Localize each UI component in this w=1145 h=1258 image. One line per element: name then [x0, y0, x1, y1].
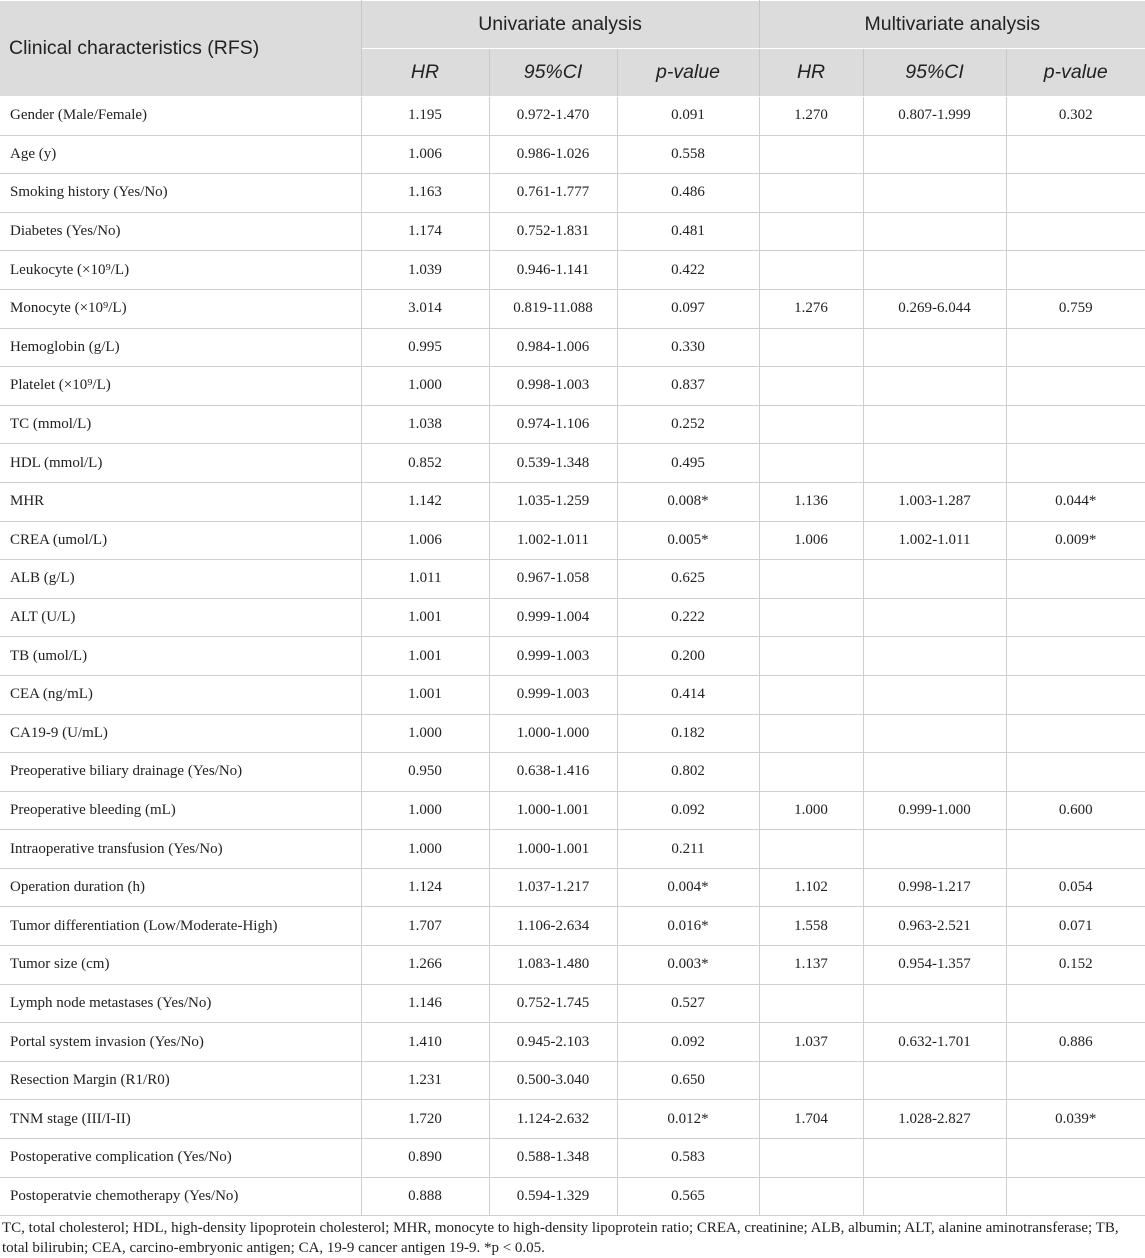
table-row: [0, 984, 1145, 1023]
cell-multi-ci: [863, 212, 1006, 251]
cell-uni-hr: 0.890: [361, 1139, 489, 1178]
table-row: [0, 560, 1145, 599]
cell-multi-ci: [863, 714, 1006, 753]
cell-uni-hr: 1.231: [361, 1061, 489, 1100]
table-row: [0, 598, 1145, 637]
cell-uni-pvalue: 0.200: [617, 637, 759, 676]
row-label: TB (umol/L): [0, 637, 361, 676]
cell-multi-hr: 1.102: [759, 868, 863, 907]
cell-uni-ci: 0.974-1.106: [489, 405, 617, 444]
cell-multi-pvalue: [1006, 212, 1145, 251]
cell-multi-pvalue: [1006, 1139, 1145, 1178]
header-univariate-analysis: Univariate analysis: [361, 1, 759, 49]
table-row: [0, 907, 1145, 946]
row-label: Hemoglobin (g/L): [0, 328, 361, 367]
cell-uni-pvalue: 0.016*: [617, 907, 759, 946]
cell-uni-pvalue: 0.092: [617, 791, 759, 830]
cell-uni-ci: 0.500-3.040: [489, 1061, 617, 1100]
row-label: ALB (g/L): [0, 560, 361, 599]
cell-multi-hr: [759, 1061, 863, 1100]
row-label: Preoperative bleeding (mL): [0, 791, 361, 830]
cell-multi-pvalue: [1006, 753, 1145, 792]
cell-uni-pvalue: 0.583: [617, 1139, 759, 1178]
cell-multi-pvalue: 0.054: [1006, 868, 1145, 907]
cell-uni-ci: 0.999-1.003: [489, 675, 617, 714]
row-label: Monocyte (×10⁹/L): [0, 289, 361, 328]
table-row: [0, 482, 1145, 521]
cell-uni-ci: 0.761-1.777: [489, 174, 617, 213]
cell-multi-hr: 1.000: [759, 791, 863, 830]
cell-uni-ci: 1.035-1.259: [489, 482, 617, 521]
cell-uni-hr: 0.995: [361, 328, 489, 367]
table-row: [0, 135, 1145, 174]
cell-multi-hr: 1.276: [759, 289, 863, 328]
table-row: [0, 1177, 1145, 1216]
row-label: Gender (Male/Female): [0, 97, 361, 136]
cell-multi-ci: [863, 560, 1006, 599]
table-row: [0, 1061, 1145, 1100]
cell-multi-pvalue: 0.759: [1006, 289, 1145, 328]
cell-uni-pvalue: 0.211: [617, 830, 759, 869]
cell-multi-pvalue: [1006, 135, 1145, 174]
cell-uni-ci: 1.037-1.217: [489, 868, 617, 907]
cell-multi-ci: [863, 753, 1006, 792]
table-row: [0, 830, 1145, 869]
header-multi-ci: 95%CI: [863, 49, 1006, 97]
cell-uni-ci: 1.000-1.001: [489, 791, 617, 830]
cell-uni-hr: 1.001: [361, 637, 489, 676]
row-label: Lymph node metastases (Yes/No): [0, 984, 361, 1023]
cell-multi-hr: [759, 984, 863, 1023]
cell-multi-ci: [863, 174, 1006, 213]
row-label: Intraoperative transfusion (Yes/No): [0, 830, 361, 869]
cell-uni-ci: 0.819-11.088: [489, 289, 617, 328]
table-row: [0, 367, 1145, 406]
cell-uni-hr: 1.720: [361, 1100, 489, 1139]
cell-multi-ci: [863, 135, 1006, 174]
cell-multi-pvalue: [1006, 598, 1145, 637]
cell-multi-pvalue: [1006, 251, 1145, 290]
header-row-groups: [0, 1, 1145, 49]
cell-multi-ci: [863, 1139, 1006, 1178]
table-header: [0, 1, 1145, 97]
cell-multi-pvalue: [1006, 637, 1145, 676]
row-label: Postoperatvie chemotherapy (Yes/No): [0, 1177, 361, 1216]
cell-multi-ci: 0.954-1.357: [863, 946, 1006, 985]
cell-uni-ci: 0.967-1.058: [489, 560, 617, 599]
cell-multi-hr: [759, 714, 863, 753]
table-row: [0, 405, 1145, 444]
row-label: TNM stage (III/I-II): [0, 1100, 361, 1139]
cell-uni-hr: 1.039: [361, 251, 489, 290]
table-row: [0, 328, 1145, 367]
cell-uni-pvalue: 0.182: [617, 714, 759, 753]
cell-uni-ci: 0.999-1.004: [489, 598, 617, 637]
cell-uni-pvalue: 0.625: [617, 560, 759, 599]
row-label: ALT (U/L): [0, 598, 361, 637]
cell-uni-pvalue: 0.252: [617, 405, 759, 444]
cell-multi-ci: 0.807-1.999: [863, 97, 1006, 136]
row-label: HDL (mmol/L): [0, 444, 361, 483]
cell-uni-hr: 1.142: [361, 482, 489, 521]
table-row: [0, 791, 1145, 830]
cell-uni-ci: 0.588-1.348: [489, 1139, 617, 1178]
row-label: CA19-9 (U/mL): [0, 714, 361, 753]
cell-uni-ci: 0.946-1.141: [489, 251, 617, 290]
cell-multi-hr: [759, 212, 863, 251]
cell-multi-ci: [863, 367, 1006, 406]
table-row: [0, 289, 1145, 328]
cell-multi-ci: [863, 1061, 1006, 1100]
cell-multi-ci: 0.999-1.000: [863, 791, 1006, 830]
cell-multi-pvalue: 0.600: [1006, 791, 1145, 830]
row-label: Age (y): [0, 135, 361, 174]
cell-multi-ci: [863, 598, 1006, 637]
table-row: [0, 637, 1145, 676]
cell-multi-hr: [759, 328, 863, 367]
row-label: TC (mmol/L): [0, 405, 361, 444]
cell-uni-ci: 0.594-1.329: [489, 1177, 617, 1216]
cell-uni-pvalue: 0.414: [617, 675, 759, 714]
cell-multi-ci: [863, 1177, 1006, 1216]
table-row: [0, 251, 1145, 290]
cell-uni-pvalue: 0.802: [617, 753, 759, 792]
cell-multi-ci: 0.269-6.044: [863, 289, 1006, 328]
cell-multi-pvalue: [1006, 984, 1145, 1023]
cell-uni-ci: 1.106-2.634: [489, 907, 617, 946]
cell-uni-hr: 1.038: [361, 405, 489, 444]
header-uni-ci: 95%CI: [489, 49, 617, 97]
cell-uni-ci: 0.752-1.745: [489, 984, 617, 1023]
header-uni-pvalue: p-value: [617, 49, 759, 97]
cell-uni-hr: 1.266: [361, 946, 489, 985]
table-row: [0, 97, 1145, 136]
cell-multi-ci: [863, 251, 1006, 290]
cell-uni-pvalue: 0.495: [617, 444, 759, 483]
cell-multi-hr: [759, 444, 863, 483]
cell-multi-hr: [759, 598, 863, 637]
cell-uni-ci: 0.986-1.026: [489, 135, 617, 174]
cell-uni-hr: 1.000: [361, 791, 489, 830]
table-body: [0, 97, 1145, 1216]
cell-uni-pvalue: 0.330: [617, 328, 759, 367]
header-uni-hr: HR: [361, 49, 489, 97]
cell-multi-hr: [759, 405, 863, 444]
cell-multi-ci: [863, 405, 1006, 444]
cell-multi-pvalue: [1006, 1061, 1145, 1100]
cell-multi-pvalue: [1006, 405, 1145, 444]
cell-multi-pvalue: [1006, 444, 1145, 483]
cell-multi-hr: [759, 753, 863, 792]
cell-multi-pvalue: 0.009*: [1006, 521, 1145, 560]
cell-multi-pvalue: 0.886: [1006, 1023, 1145, 1062]
cell-uni-hr: 1.011: [361, 560, 489, 599]
cell-uni-pvalue: 0.422: [617, 251, 759, 290]
table-row: [0, 1139, 1145, 1178]
cell-multi-pvalue: [1006, 560, 1145, 599]
cell-multi-pvalue: 0.071: [1006, 907, 1145, 946]
cell-uni-pvalue: 0.565: [617, 1177, 759, 1216]
cell-uni-pvalue: 0.527: [617, 984, 759, 1023]
cell-uni-ci: 0.999-1.003: [489, 637, 617, 676]
cell-multi-pvalue: [1006, 714, 1145, 753]
cell-uni-hr: 1.707: [361, 907, 489, 946]
cell-uni-hr: 1.000: [361, 830, 489, 869]
cell-uni-ci: 1.002-1.011: [489, 521, 617, 560]
cell-multi-ci: 0.963-2.521: [863, 907, 1006, 946]
table-row: [0, 521, 1145, 560]
cell-multi-ci: 1.003-1.287: [863, 482, 1006, 521]
cell-multi-ci: [863, 444, 1006, 483]
cell-uni-ci: 1.124-2.632: [489, 1100, 617, 1139]
cell-uni-pvalue: 0.004*: [617, 868, 759, 907]
row-label: Operation duration (h): [0, 868, 361, 907]
cell-uni-hr: 1.410: [361, 1023, 489, 1062]
row-label: CEA (ng/mL): [0, 675, 361, 714]
cell-uni-hr: 0.852: [361, 444, 489, 483]
cell-multi-ci: [863, 328, 1006, 367]
row-label: Portal system invasion (Yes/No): [0, 1023, 361, 1062]
cell-multi-pvalue: [1006, 830, 1145, 869]
cell-multi-ci: [863, 830, 1006, 869]
cell-uni-hr: 1.006: [361, 135, 489, 174]
cell-uni-pvalue: 0.486: [617, 174, 759, 213]
cell-uni-pvalue: 0.005*: [617, 521, 759, 560]
row-label: Postoperative complication (Yes/No): [0, 1139, 361, 1178]
table-row: [0, 675, 1145, 714]
cell-uni-pvalue: 0.092: [617, 1023, 759, 1062]
cell-uni-hr: 3.014: [361, 289, 489, 328]
cell-multi-ci: 0.998-1.217: [863, 868, 1006, 907]
cell-uni-pvalue: 0.012*: [617, 1100, 759, 1139]
row-label: MHR: [0, 482, 361, 521]
table-row: [0, 946, 1145, 985]
cell-multi-hr: 1.270: [759, 97, 863, 136]
cell-uni-hr: 1.174: [361, 212, 489, 251]
row-label: CREA (umol/L): [0, 521, 361, 560]
header-multi-hr: HR: [759, 49, 863, 97]
cell-multi-pvalue: 0.044*: [1006, 482, 1145, 521]
cell-multi-ci: 0.632-1.701: [863, 1023, 1006, 1062]
cell-uni-pvalue: 0.837: [617, 367, 759, 406]
table-footnote: TC, total cholesterol; HDL, high-density lipoprotein cholesterol; MHR, monocyte to high-density lipoprotein ratio; CREA, creatinine; ALB, albumin; ALT, alanine aminotransferase; TB, total bilirubin; CEA, carcino-embryonic antigen; CA, 19-9 cancer antigen 19-9. *p < 0.05.: [2, 1220, 1119, 1256]
header-multivariate-analysis: Multivariate analysis: [759, 1, 1145, 49]
cell-multi-hr: 1.006: [759, 521, 863, 560]
table-row: [0, 714, 1145, 753]
cell-multi-hr: 1.558: [759, 907, 863, 946]
cell-uni-hr: 1.124: [361, 868, 489, 907]
header-multi-pvalue: p-value: [1006, 49, 1145, 97]
cell-multi-hr: 1.037: [759, 1023, 863, 1062]
cell-multi-hr: [759, 1139, 863, 1178]
cell-uni-hr: 1.000: [361, 367, 489, 406]
cell-multi-hr: [759, 251, 863, 290]
cell-multi-hr: [759, 560, 863, 599]
cell-multi-hr: [759, 174, 863, 213]
cell-uni-ci: 0.945-2.103: [489, 1023, 617, 1062]
cell-multi-hr: [759, 135, 863, 174]
cell-uni-hr: 1.006: [361, 521, 489, 560]
cell-uni-ci: 1.083-1.480: [489, 946, 617, 985]
cell-multi-hr: [759, 637, 863, 676]
table-row: [0, 868, 1145, 907]
row-label: Platelet (×10⁹/L): [0, 367, 361, 406]
cell-multi-hr: [759, 830, 863, 869]
cell-multi-hr: [759, 1177, 863, 1216]
cell-uni-hr: 1.163: [361, 174, 489, 213]
cell-multi-ci: 1.028-2.827: [863, 1100, 1006, 1139]
cell-uni-ci: 0.638-1.416: [489, 753, 617, 792]
cell-uni-pvalue: 0.091: [617, 97, 759, 136]
cell-multi-hr: 1.137: [759, 946, 863, 985]
cell-uni-pvalue: 0.481: [617, 212, 759, 251]
row-label: Resection Margin (R1/R0): [0, 1061, 361, 1100]
cell-multi-ci: 1.002-1.011: [863, 521, 1006, 560]
cell-multi-pvalue: 0.302: [1006, 97, 1145, 136]
cell-uni-hr: 1.146: [361, 984, 489, 1023]
row-label: Smoking history (Yes/No): [0, 174, 361, 213]
table-row: [0, 1100, 1145, 1139]
header-clinical-characteristics: Clinical characteristics (RFS): [0, 1, 361, 97]
row-label: Tumor size (cm): [0, 946, 361, 985]
cell-uni-pvalue: 0.558: [617, 135, 759, 174]
cell-multi-hr: [759, 367, 863, 406]
row-label: Leukocyte (×10⁹/L): [0, 251, 361, 290]
cell-uni-pvalue: 0.650: [617, 1061, 759, 1100]
table-row: [0, 212, 1145, 251]
cell-uni-hr: 1.001: [361, 675, 489, 714]
table-row: [0, 444, 1145, 483]
cell-multi-pvalue: 0.152: [1006, 946, 1145, 985]
cell-uni-ci: 0.984-1.006: [489, 328, 617, 367]
cell-uni-hr: 1.001: [361, 598, 489, 637]
cell-uni-ci: 0.539-1.348: [489, 444, 617, 483]
cell-multi-pvalue: [1006, 675, 1145, 714]
cell-multi-hr: 1.704: [759, 1100, 863, 1139]
cell-uni-ci: 1.000-1.001: [489, 830, 617, 869]
row-label: Tumor differentiation (Low/Moderate-High): [0, 907, 361, 946]
cell-multi-ci: [863, 637, 1006, 676]
cell-multi-pvalue: [1006, 1177, 1145, 1216]
table-row: [0, 1023, 1145, 1062]
cell-uni-pvalue: 0.003*: [617, 946, 759, 985]
cell-uni-hr: 0.888: [361, 1177, 489, 1216]
row-label: Diabetes (Yes/No): [0, 212, 361, 251]
cell-uni-pvalue: 0.222: [617, 598, 759, 637]
cell-uni-ci: 1.000-1.000: [489, 714, 617, 753]
cell-multi-pvalue: [1006, 328, 1145, 367]
cell-uni-ci: 0.998-1.003: [489, 367, 617, 406]
cell-multi-ci: [863, 675, 1006, 714]
cell-multi-hr: 1.136: [759, 482, 863, 521]
cell-multi-pvalue: [1006, 367, 1145, 406]
cell-uni-pvalue: 0.097: [617, 289, 759, 328]
cell-multi-pvalue: [1006, 174, 1145, 213]
table-row: [0, 174, 1145, 213]
cell-multi-hr: [759, 675, 863, 714]
cell-multi-ci: [863, 984, 1006, 1023]
cell-uni-ci: 0.752-1.831: [489, 212, 617, 251]
table-row: [0, 753, 1145, 792]
cell-uni-pvalue: 0.008*: [617, 482, 759, 521]
cell-uni-ci: 0.972-1.470: [489, 97, 617, 136]
cell-uni-hr: 0.950: [361, 753, 489, 792]
cell-uni-hr: 1.195: [361, 97, 489, 136]
row-label: Preoperative biliary drainage (Yes/No): [0, 753, 361, 792]
cell-uni-hr: 1.000: [361, 714, 489, 753]
cell-multi-pvalue: 0.039*: [1006, 1100, 1145, 1139]
